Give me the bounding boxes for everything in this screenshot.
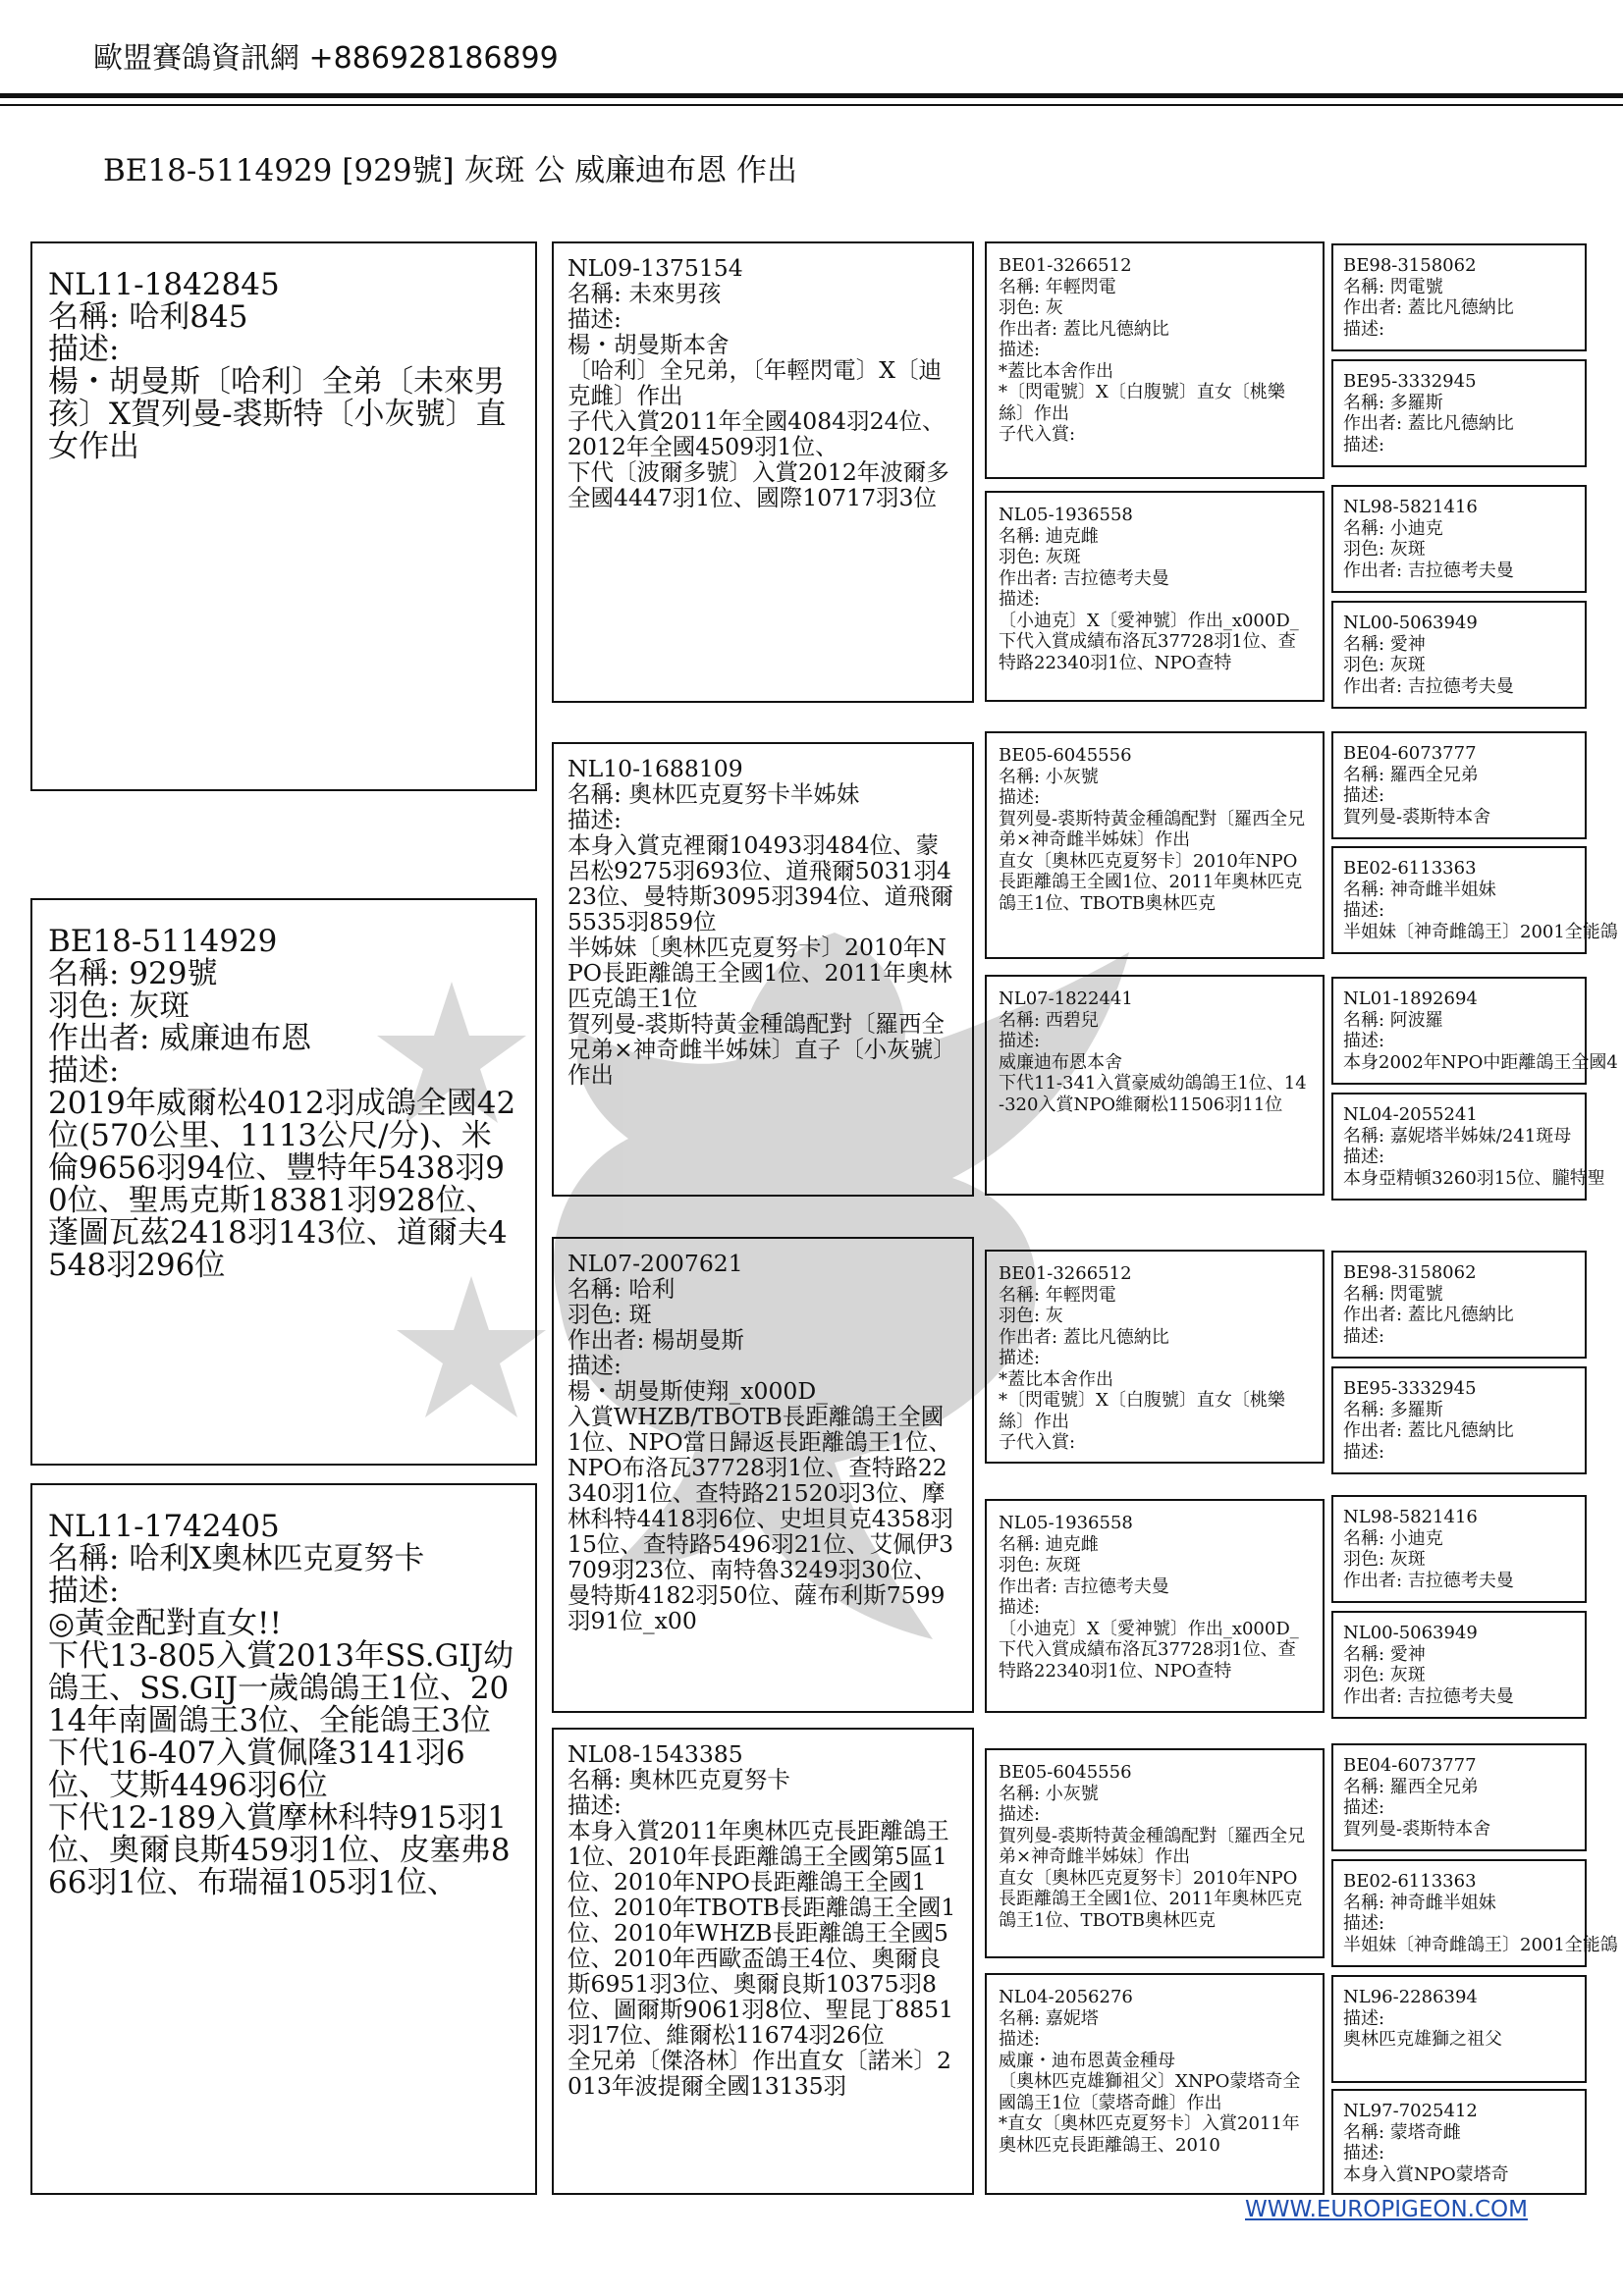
gg-card-9 — [1331, 1251, 1587, 1359]
card-line: 羽色: 灰 — [999, 297, 1063, 318]
card-line: 作出者: 蓋比凡德納比 — [1343, 1305, 1514, 1325]
card-desc-label: 描述: — [568, 806, 622, 833]
dam-desc-1: ◎黃金配對直女!! — [48, 1606, 282, 1641]
g-card-3 — [985, 731, 1325, 959]
card-line: 作出者: 吉拉德考夫曼 — [1343, 1685, 1514, 1707]
card-line: 半姐妹〔神奇雌鴿王〕2001全能鴿 — [1343, 1934, 1618, 1955]
card-line: 描述: — [1343, 2007, 1385, 2029]
card-line: 名稱: 多羅斯 — [1343, 392, 1443, 413]
gg-card-2 — [1331, 359, 1587, 467]
card-line: 名稱: 多羅斯 — [1343, 1399, 1443, 1420]
card-line: BE02-6113363 — [1343, 858, 1477, 879]
card-line: 名稱: 年輕閃電 — [999, 276, 1116, 297]
card-line: 作出者: 吉拉德考夫曼 — [1343, 675, 1514, 697]
card-name: 名稱: 哈利 — [568, 1275, 676, 1303]
card-line: 名稱: 蒙塔奇雌 — [1343, 2121, 1461, 2143]
card-line: NL00-5063949 — [1343, 613, 1478, 633]
card-line: 描述: — [1343, 2143, 1385, 2163]
card-line: 賀列曼-裘斯特黃金種鴿配對〔羅西全兄弟×神奇雌半姊妹〕作出 — [999, 808, 1306, 850]
card-ring: NL08-1543385 — [568, 1740, 743, 1768]
card-line: NL01-1892694 — [1343, 988, 1478, 1009]
card-line: 賀列曼-裘斯特黃金種鴿配對〔羅西全兄弟×神奇雌半姊妹〕作出 — [999, 1825, 1306, 1867]
card-line: 羽色: 灰 — [999, 1306, 1063, 1326]
gg-card-10 — [1331, 1366, 1587, 1474]
card-line: 名稱: 嘉妮塔半姊妹/241斑母 — [1343, 1125, 1572, 1147]
card-line: 名稱: 神奇雌半姐妹 — [1343, 1892, 1496, 1913]
card-line: 子代入賞: — [999, 1432, 1076, 1453]
g-card-4 — [985, 975, 1325, 1196]
g-card-1 — [985, 241, 1325, 479]
sire-name: 名稱: 哈利845 — [48, 299, 248, 335]
card-line: 作出者: 吉拉德考夫曼 — [999, 1575, 1169, 1597]
card-line: 描述: — [999, 340, 1041, 360]
card-line: 名稱: 愛神 — [1343, 633, 1426, 655]
card-breeder: 作出者: 楊胡曼斯 — [568, 1326, 744, 1354]
sire-desc: 楊・胡曼斯〔哈利〕全弟〔未來男孩〕X賀列曼-裘斯特〔小灰號〕直女作出 — [48, 364, 507, 464]
card-line: 描述: — [1343, 1797, 1385, 1818]
card-line: 描述: — [999, 1597, 1041, 1618]
card-line: 羽色: 灰斑 — [1343, 1549, 1426, 1570]
card-line: BE05-6045556 — [999, 745, 1132, 766]
card-line: 描述: — [999, 1348, 1041, 1368]
card-line: 名稱: 西碧兒 — [999, 1009, 1099, 1031]
card-line: BE98-3158062 — [1343, 255, 1477, 276]
card-line: 下代11-341入賞豪威幼鴿鴿王1位、14-320入賞NPO維爾松11506羽11位 — [999, 1073, 1307, 1115]
card-name: 名稱: 未來男孩 — [568, 280, 722, 307]
card-desc: 全兄弟〔傑洛林〕作出直女〔諾米〕2013年波提爾全國13135羽 — [568, 2047, 951, 2100]
subject-name: 名稱: 929號 — [48, 956, 218, 991]
subject-ring: BE18-5114929 — [48, 924, 278, 959]
gg-card-14 — [1331, 1859, 1618, 1967]
card-desc-label: 描述: — [568, 1791, 622, 1819]
card-line: 描述: — [1343, 1441, 1385, 1463]
gg-card-1 — [1331, 243, 1587, 351]
card-line: 描述: — [1343, 318, 1385, 340]
card-line: 羽色: 灰斑 — [999, 547, 1081, 567]
card-line: 直女〔奧林匹克夏努卡〕2010年NPO長距離鴿王全國1位、2011年奧林匹克鴿王1位、TBOTB奧林匹克 — [999, 850, 1303, 914]
card-line: 本身2002年NPO中距離鴿王全國4 — [1343, 1051, 1618, 1073]
card-line: 描述: — [1343, 900, 1385, 921]
card-line: 名稱: 迪克雌 — [999, 1533, 1099, 1555]
card-line: 名稱: 迪克雌 — [999, 525, 1099, 547]
card-desc-label: 描述: — [568, 305, 622, 333]
card-line: 名稱: 小迪克 — [1343, 517, 1443, 539]
card-line: 下代入賞成績布洛瓦37728羽1位、查特路22340羽1位、NPO查特 — [999, 631, 1296, 673]
card-line: 描述: — [999, 2029, 1041, 2050]
card-line: 描述: — [1343, 1913, 1385, 1934]
card-line: 名稱: 神奇雌半姐妹 — [1343, 879, 1496, 900]
card-desc: 楊・胡曼斯使翔_x000D_ — [568, 1377, 828, 1405]
card-line: NL00-5063949 — [1343, 1623, 1478, 1643]
g-card-5 — [985, 1250, 1325, 1464]
card-line: 作出者: 吉拉德考夫曼 — [999, 567, 1169, 589]
gg-card-12 — [1331, 1611, 1587, 1719]
gg-card-8 — [1331, 1093, 1605, 1201]
card-desc: 入賞WHZB/TBOTB長距離鴿王全國1位、NPO當日歸返長距離鴿王1位、NPO布洛瓦37728羽1位、查特路22340羽1位、查特路21520羽3位、摩林科特4418羽6位、史坦貝克4358羽15位、查特路5496羽21位、艾佩伊3709羽23位、南特魯3249羽30位、曼特斯4182羽50位、薩布利斯7599羽91位_x00 — [568, 1403, 954, 1634]
card-line: 作出者: 吉拉德考夫曼 — [1343, 560, 1514, 581]
card-desc: 下代〔波爾多號〕入賞2012年波爾多全國4447羽1位、國際10717羽3位 — [568, 458, 949, 511]
card-line: BE05-6045556 — [999, 1762, 1132, 1783]
card-line: 描述: — [999, 589, 1041, 610]
header-rule — [0, 93, 1623, 98]
card-line: 描述: — [1343, 1031, 1385, 1051]
card-line: 本身入賞NPO蒙塔奇 — [1343, 2163, 1509, 2185]
dam-dam-card — [552, 1728, 974, 2195]
sire-dam-card — [552, 742, 974, 1197]
card-line: NL98-5821416 — [1343, 497, 1478, 517]
card-line: 名稱: 愛神 — [1343, 1643, 1426, 1665]
site-header: 歐盟賽鴿資訊網 +886928186899 — [93, 41, 559, 76]
card-line: 作出者: 蓋比凡德納比 — [1343, 297, 1514, 318]
gg-card-13 — [1331, 1743, 1587, 1851]
card-ring: NL09-1375154 — [568, 254, 743, 282]
gg-card-4 — [1331, 601, 1587, 709]
card-line: BE98-3158062 — [1343, 1262, 1477, 1283]
g-card-8 — [985, 1973, 1325, 2195]
card-line: 直女〔奧林匹克夏努卡〕2010年NPO長距離鴿王全國1位、2011年奧林匹克鴿王1位、TBOTB奧林匹克 — [999, 1867, 1303, 1931]
dam-desc-2: 下代13-805入賞2013年SS.GIJ幼鴿王、SS.GIJ一歲鴿鴿王1位、2014年南圖鴿王3位、全能鴿王3位 — [48, 1638, 514, 1738]
card-line: 羽色: 灰斑 — [1343, 539, 1426, 560]
g-card-7 — [985, 1748, 1325, 1958]
card-line: 作出者: 蓋比凡德納比 — [1343, 1420, 1514, 1441]
card-line: 描述: — [999, 1031, 1041, 1051]
gg-card-11 — [1331, 1495, 1587, 1603]
dam-ring: NL11-1742405 — [48, 1509, 280, 1544]
card-line: 描述: — [1343, 1147, 1385, 1167]
card-line: 名稱: 小灰號 — [999, 766, 1099, 787]
card-line: 羽色: 灰斑 — [1343, 1665, 1426, 1685]
card-name: 名稱: 奧林匹克夏努卡 — [568, 1766, 790, 1793]
card-line: BE01-3266512 — [999, 255, 1132, 276]
card-line: 〔奧林匹克雄獅祖父〕XNPO蒙塔奇全國鴿王1位〔蒙塔奇雌〕作出 — [999, 2071, 1301, 2113]
card-line: 描述: — [1343, 785, 1385, 806]
card-line: BE95-3332945 — [1343, 1378, 1477, 1399]
card-desc: 〔哈利〕全兄弟，〔年輕閃電〕X〔迪克雌〕作出 — [568, 356, 942, 409]
card-line: BE04-6073777 — [1343, 743, 1477, 764]
gg-card-7 — [1331, 977, 1618, 1085]
sire-card — [30, 241, 537, 791]
card-line: *直女〔奧林匹克夏努卡〕入賞2011年奧林匹克長距離鴿王、2010 — [999, 2113, 1300, 2156]
card-desc: 本身入賞2011年奧林匹克長距離鴿王1位、2010年長距離鴿王全國第5區1位、2010年NPO長距離鴿王全國1位、2010年TBOTB長距離鴿王全國1位、2010年WHZB長距離鴿王全國5位、2010年西歐盃鴿王4位、奧爾良斯6951羽3位、奧爾良斯10375羽8位、圖爾斯9061羽8位、聖昆丁8851羽17位、維爾松11674羽26位 — [568, 1817, 956, 2049]
card-line: BE01-3266512 — [999, 1263, 1132, 1284]
subject-breeder: 作出者: 威廉迪布恩 — [48, 1021, 312, 1056]
card-line: 作出者: 吉拉德考夫曼 — [1343, 1570, 1514, 1591]
card-line: 威廉・迪布恩黃金種母 — [999, 2050, 1175, 2071]
card-desc: 賀列曼-裘斯特黃金種鴿配對〔羅西全兄弟×神奇雌半姊妹〕直子〔小灰號〕作出 — [568, 1010, 956, 1089]
card-line: 名稱: 年輕閃電 — [999, 1284, 1116, 1306]
gg-card-6 — [1331, 846, 1618, 954]
card-line: 名稱: 羅西全兄弟 — [1343, 1776, 1479, 1797]
dam-desc-label: 描述: — [48, 1574, 120, 1609]
footer-website-link[interactable]: WWW.EUROPIGEON.COM — [1245, 2197, 1528, 2222]
card-line: 威廉迪布恩本舍 — [999, 1051, 1122, 1073]
card-color: 羽色: 斑 — [568, 1301, 652, 1328]
card-line: NL04-2056276 — [999, 1987, 1133, 2007]
card-line: NL96-2286394 — [1343, 1987, 1478, 2007]
card-name: 名稱: 奧林匹克夏努卡半姊妹 — [568, 780, 860, 808]
card-line: 下代入賞成績布洛瓦37728羽1位、查特路22340羽1位、NPO查特 — [999, 1639, 1296, 1682]
subject-desc: 2019年威爾松4012羽成鴿全國42位(570公里、1113公尺/分)、米倫9656羽94位、豐特年5438羽90位、聖馬克斯18381羽928位、蓬圖瓦茲2418羽143位、道爾夫4548羽296位 — [48, 1086, 516, 1283]
card-line: 名稱: 小灰號 — [999, 1783, 1099, 1804]
card-line: NL97-7025412 — [1343, 2101, 1478, 2121]
gg-card-16 — [1331, 2089, 1587, 2195]
card-line: 描述: — [1343, 1325, 1385, 1347]
card-line: 作出者: 蓋比凡德納比 — [999, 1326, 1169, 1348]
card-line: 名稱: 閃電號 — [1343, 276, 1443, 297]
sire-ring: NL11-1842845 — [48, 267, 280, 302]
card-line: 賀列曼-裘斯特本舍 — [1343, 1818, 1491, 1840]
card-line: NL07-1822441 — [999, 988, 1133, 1009]
card-line: 名稱: 小迪克 — [1343, 1527, 1443, 1549]
card-ring: NL07-2007621 — [568, 1250, 743, 1277]
card-line: 羽色: 灰斑 — [999, 1555, 1081, 1575]
card-line: 描述: — [999, 787, 1041, 808]
card-line: 描述: — [1343, 434, 1385, 455]
card-desc: 本身入賞克裡爾10493羽484位、蒙呂松9275羽693位、道飛爾5031羽423位、曼特斯3095羽394位、道飛爾5535羽859位 — [568, 831, 954, 935]
card-line: *〔閃電號〕X〔白腹號〕直女〔桃樂絲〕作出 — [999, 382, 1285, 424]
card-line: 羽色: 灰斑 — [1343, 655, 1426, 675]
dam-sire-card — [552, 1237, 974, 1713]
gg-card-5 — [1331, 731, 1587, 839]
dam-desc-3: 下代16-407入賞佩隆3141羽6位、艾斯4496羽6位 — [48, 1735, 465, 1803]
card-line: BE04-6073777 — [1343, 1755, 1477, 1776]
g-card-6 — [985, 1499, 1325, 1713]
card-line: NL04-2055241 — [1343, 1104, 1478, 1125]
card-desc: 楊・胡曼斯本舍 — [568, 331, 730, 358]
card-line: 〔小迪克〕X〔愛神號〕作出_x000D_ — [999, 610, 1299, 631]
card-line: 本身亞精頓3260羽15位、朧特聖 — [1343, 1167, 1605, 1189]
card-desc: 子代入賞2011年全國4084羽24位、2012年全國4509羽1位、 — [568, 407, 946, 460]
card-line: BE02-6113363 — [1343, 1871, 1477, 1892]
card-line: 子代入賞: — [999, 424, 1076, 445]
card-line: *〔閃電號〕X〔白腹號〕直女〔桃樂絲〕作出 — [999, 1390, 1285, 1432]
card-line: NL05-1936558 — [999, 1513, 1133, 1533]
dam-name: 名稱: 哈利X奧林匹克夏努卡 — [48, 1541, 425, 1576]
card-line: 〔小迪克〕X〔愛神號〕作出_x000D_ — [999, 1618, 1299, 1639]
card-desc-label: 描述: — [568, 1352, 622, 1379]
subject-desc-label: 描述: — [48, 1053, 120, 1089]
gg-card-3 — [1331, 485, 1587, 593]
card-desc: 半姊妹〔奧林匹克夏努卡〕2010年NPO長距離鴿王全國1位、2011年奧林匹克鴿王1位 — [568, 934, 952, 1012]
card-line: NL05-1936558 — [999, 505, 1133, 525]
g-card-2 — [985, 491, 1325, 702]
dam-desc-4: 下代12-189入賞摩林科特915羽1位、奧爾良斯459羽1位、皮塞弗866羽1位、布瑞福105羽1位、 — [48, 1800, 511, 1900]
card-line: 名稱: 羅西全兄弟 — [1343, 764, 1479, 785]
card-line: 作出者: 蓋比凡德納比 — [999, 318, 1169, 340]
header-rule-thin — [0, 104, 1623, 106]
card-line: NL98-5821416 — [1343, 1507, 1478, 1527]
sire-sire-card — [552, 241, 974, 703]
gg-card-15 — [1331, 1975, 1587, 2083]
pedigree-title: BE18-5114929 [929號] 灰斑 公 威廉迪布恩 作出 — [103, 153, 798, 188]
card-line: 賀列曼-裘斯特本舍 — [1343, 806, 1491, 828]
card-line: 作出者: 蓋比凡德納比 — [1343, 413, 1514, 434]
subject-color: 羽色: 灰斑 — [48, 988, 190, 1024]
card-line: 名稱: 閃電號 — [1343, 1283, 1443, 1305]
card-line: 奧林匹克雄獅之祖父 — [1343, 2029, 1502, 2050]
card-line: 描述: — [999, 1804, 1041, 1825]
card-line: 半姐妹〔神奇雌鴿王〕2001全能鴿 — [1343, 921, 1618, 942]
card-line: *蓋比本舍作出 — [999, 1368, 1113, 1390]
card-line: 名稱: 阿波羅 — [1343, 1009, 1443, 1031]
card-line: *蓋比本舍作出 — [999, 360, 1113, 382]
card-line: BE95-3332945 — [1343, 371, 1477, 392]
card-ring: NL10-1688109 — [568, 755, 743, 782]
card-line: 名稱: 嘉妮塔 — [999, 2007, 1099, 2029]
sire-desc-label: 描述: — [48, 332, 120, 367]
dam-card — [30, 1483, 537, 2195]
subject-card — [30, 898, 537, 1466]
